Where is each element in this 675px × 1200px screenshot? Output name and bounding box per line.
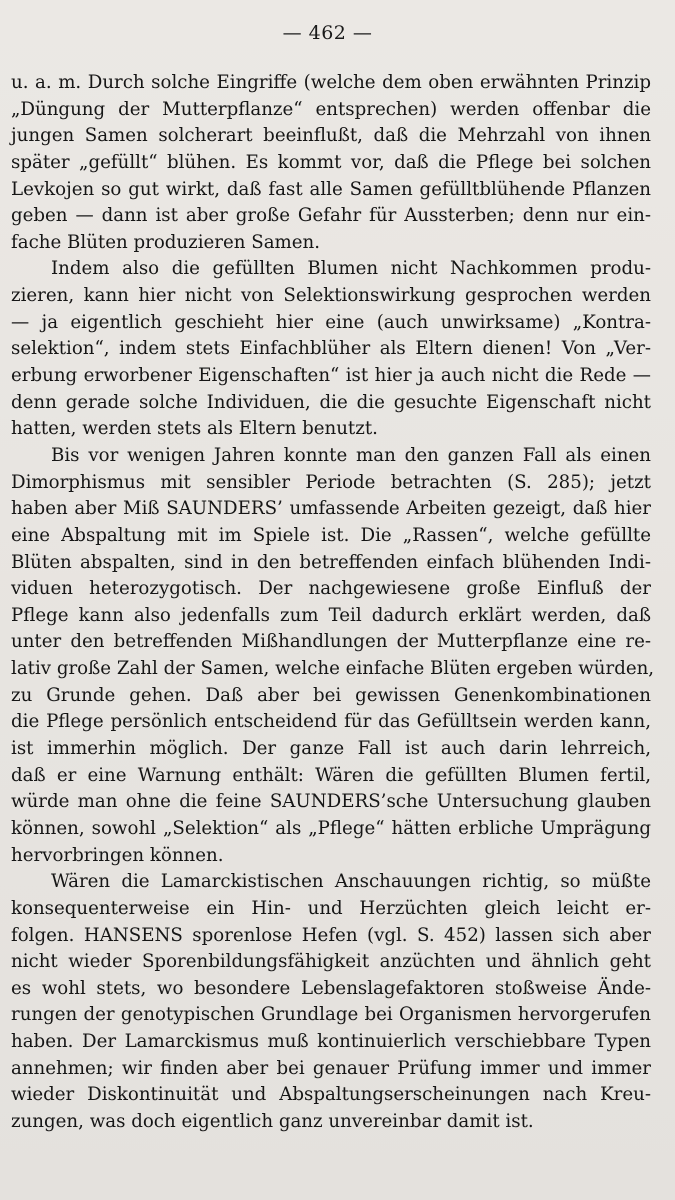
- text-line: Wären die Lamarckistischen Anschauungen richtig, so müßte: [51, 871, 651, 893]
- text-line: lativ große Zahl der Samen, welche einfache Blüten ergeben würden,: [11, 658, 655, 680]
- text-body: [11, 70, 655, 1136]
- text-line: können, sowohl „Selektion“ als „Pflege“ hätten erbliche Umprägung: [11, 817, 651, 839]
- text-line: später „gefüllt“ blühen. Es kommt vor, daß die Pflege bei solchen: [11, 151, 651, 173]
- paragraph-2: [11, 256, 651, 442]
- text-line: Indem also die gefüllten Blumen nicht Nachkommen produ-: [51, 258, 651, 280]
- text-line: erbung erworbener Eigenschaften“ ist hier ja auch nicht die Rede —: [11, 365, 651, 387]
- text-line: Pflege kann also jedenfalls zum Teil dadurch erklärt werden, daß: [11, 604, 651, 626]
- text-line: Blüten abspalten, sind in den betreffenden einfach blühenden Indi-: [11, 551, 651, 573]
- text-line: u. a. m. Durch solche Eingriffe (welche dem oben erwähnten Prinzip: [11, 72, 651, 93]
- text-line: die Pflege persönlich entscheidend für das Gefülltsein werden kann,: [11, 711, 651, 733]
- text-line: konsequenterweise ein Hin- und Herzüchten gleich leicht er-: [11, 897, 651, 919]
- text-line: es wohl stets, wo besondere Lebenslagefaktoren stoßweise Ände-: [11, 977, 651, 999]
- text-line: zu Grunde gehen. Daß aber bei gewissen Genenkombinationen: [11, 684, 651, 706]
- text-line: Levkojen so gut wirkt, daß fast alle Samen gefülltblühende Pflanzen: [11, 178, 651, 200]
- text-line: unter den betreffenden Mißhandlungen der Mutterpflanze eine re-: [11, 631, 651, 653]
- text-line: zungen, was doch eigentlich ganz unvereinbar damit ist.: [11, 1110, 534, 1132]
- text-line: haben aber Miß SAUNDERS’ umfassende Arbeiten gezeigt, daß hier: [11, 498, 651, 520]
- text-line: ist immerhin möglich. Der ganze Fall ist auch darin lehrreich,: [11, 738, 651, 760]
- text-line: jungen Samen solcherart beeinflußt, daß die Mehrzahl von ihnen: [11, 125, 651, 147]
- text-line: eine Abspaltung mit im Spiele ist. Die „Rassen“, welche gefüllte: [11, 524, 651, 546]
- page-number: — 462 —: [282, 22, 373, 44]
- text-line: denn gerade solche Individuen, die die gesuchte Eigenschaft nicht: [11, 391, 651, 413]
- text-line: hervorbringen können.: [11, 844, 224, 866]
- text-line: nicht wieder Sporenbildungsfähigkeit anzüchten und ähnlich geht: [11, 951, 651, 973]
- text-line: viduen heterozygotisch. Der nachgewiesene große Einfluß der: [11, 578, 651, 600]
- text-line: daß er eine Warnung enthält: Wären die gefüllten Blumen fertil,: [11, 764, 651, 786]
- text-line: selektion“, indem stets Einfachblüher als Eltern dienen! Von „Ver-: [11, 338, 651, 360]
- text-line: Bis vor wenigen Jahren konnte man den ganzen Fall als einen: [51, 444, 651, 466]
- paragraph-4: [11, 869, 651, 1135]
- text-line: — ja eigentlich geschieht hier eine (auch unwirksame) „Kontra-: [11, 311, 651, 333]
- text-line: „Düngung der Mutterpflanze“ entsprechen) werden offenbar die: [11, 98, 651, 120]
- text-line: zieren, kann hier nicht von Selektionswirkung gesprochen werden: [11, 285, 651, 307]
- text-line: hatten, werden stets als Eltern benutzt.: [11, 418, 378, 440]
- text-line: haben. Der Lamarckismus muß kontinuierlich verschiebbare Typen: [11, 1031, 651, 1053]
- text-line: rungen der genotypischen Grundlage bei Organismen hervorgerufen: [11, 1004, 651, 1026]
- text-line: wieder Diskontinuität und Abspaltungserscheinungen nach Kreu-: [11, 1084, 651, 1106]
- text-line: geben — dann ist aber große Gefahr für Aussterben; denn nur ein-: [11, 205, 651, 227]
- text-line: Dimorphismus mit sensibler Periode betrachten (S. 285); jetzt: [11, 471, 651, 493]
- text-line: würde man ohne die feine SAUNDERS’sche Untersuchung glauben: [11, 791, 651, 813]
- text-line: annehmen; wir finden aber bei genauer Prüfung immer und immer: [11, 1057, 651, 1079]
- paragraph-3: [11, 443, 655, 869]
- paragraph-1: [11, 70, 651, 256]
- text-line: folgen. HANSENS sporenlose Hefen (vgl. S. 452) lassen sich aber: [11, 924, 651, 946]
- text-line: fache Blüten produzieren Samen.: [11, 231, 321, 253]
